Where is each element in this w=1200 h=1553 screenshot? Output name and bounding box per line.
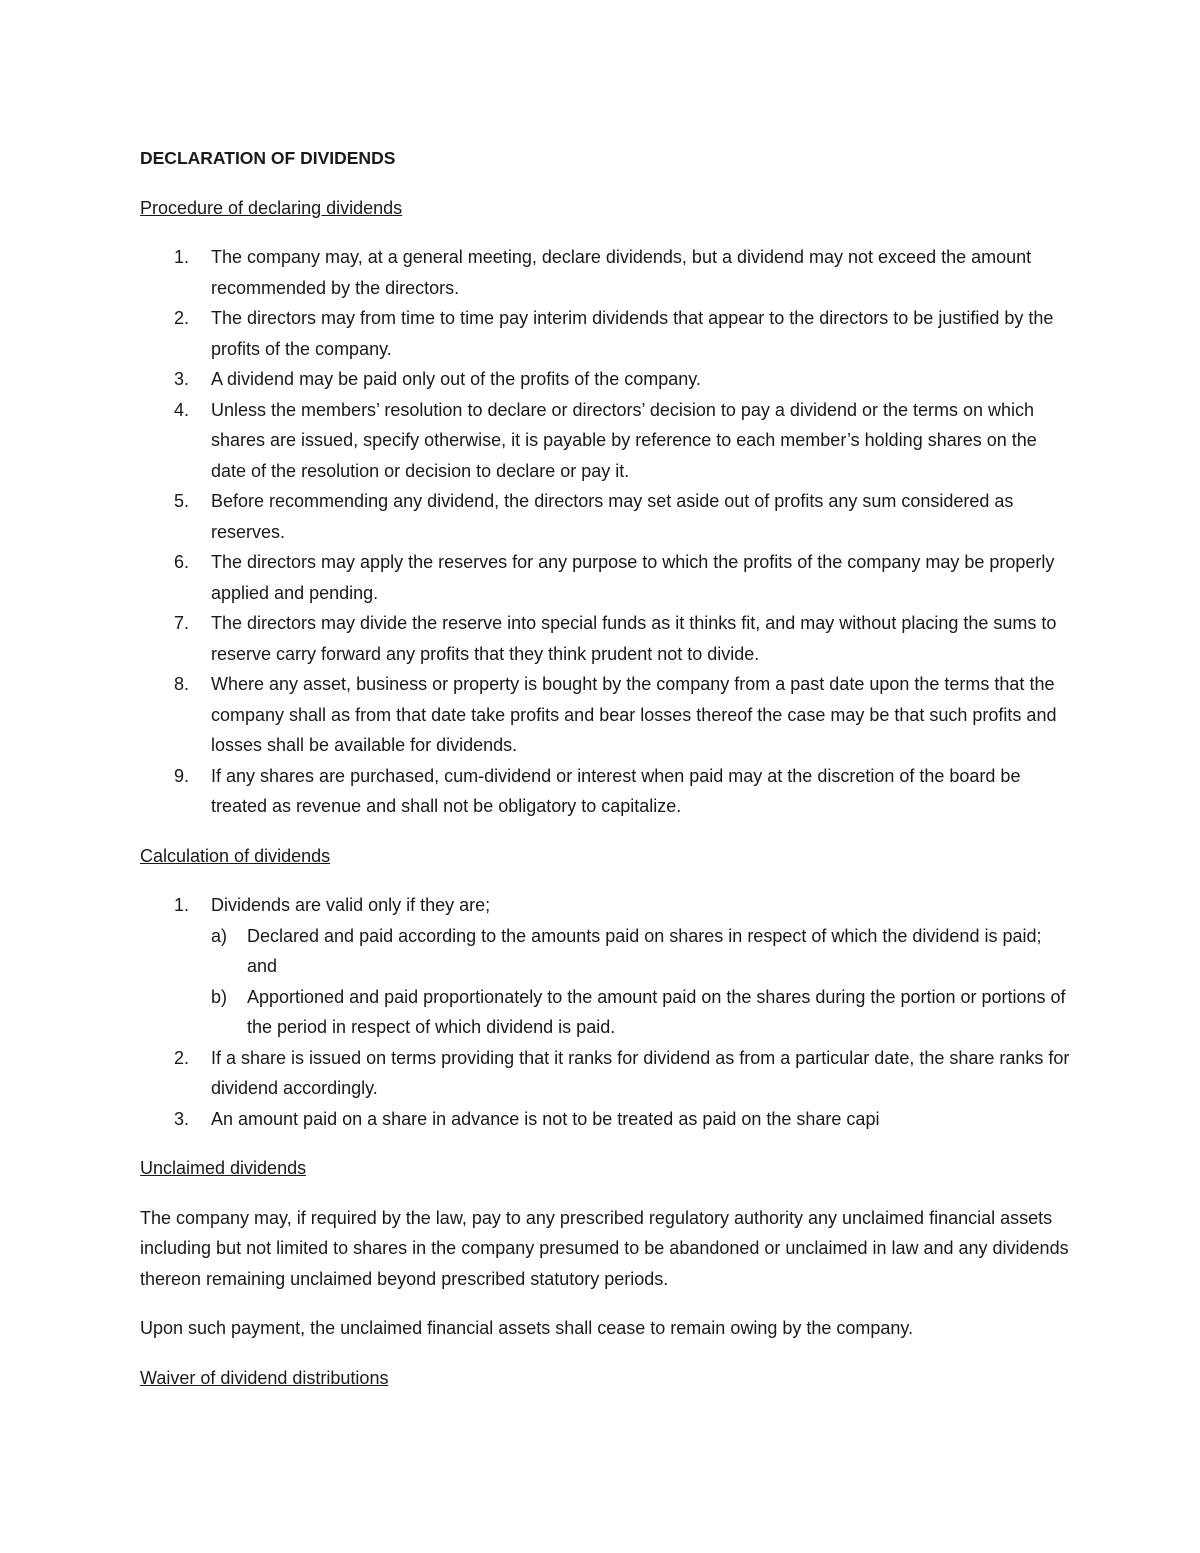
sub-list-item: [211, 982, 1070, 1043]
procedure-heading: Procedure of declaring dividends: [140, 197, 403, 218]
list-number: 2.: [174, 1047, 190, 1068]
sub-list: [211, 921, 1070, 1043]
list-number: 3.: [174, 1108, 190, 1129]
list-item: [140, 890, 1070, 1043]
list-item-text: If a share is issued on terms providing that it ranks for dividend as from a particular date, the share ranks for dividend accordingly.: [211, 1047, 1070, 1098]
document-title: DECLARATION OF DIVIDENDS: [140, 148, 396, 168]
list-item: [140, 669, 1070, 761]
list-item: [140, 761, 1070, 822]
calculation-heading: Calculation of dividends: [140, 845, 331, 866]
list-item: [140, 395, 1070, 487]
list-item-text: The directors may divide the reserve into special funds as it thinks fit, and may without placing the sums to reserve carry forward any profits that they think prudent not to divide.: [211, 613, 1057, 664]
list-number: 7.: [174, 613, 190, 633]
list-item: [140, 547, 1070, 608]
list-number: 8.: [174, 674, 190, 694]
list-number: 6.: [174, 552, 190, 572]
unclaimed-heading: Unclaimed dividends: [140, 1158, 307, 1178]
list-item-text: The directors may apply the reserves for any purpose to which the profits of the company may be properly applied and pending.: [211, 552, 1055, 603]
list-number: 5.: [174, 491, 190, 511]
list-item-text: Dividends are valid only if they are;: [211, 895, 491, 915]
list-item-text: The company may, at a general meeting, declare dividends, but a dividend may not exceed the amount recommended by the directors.: [211, 247, 1032, 298]
list-number: 2.: [174, 308, 190, 328]
list-number: 1.: [174, 895, 190, 915]
list-item: [140, 1104, 1070, 1135]
sub-list-mark: b): [211, 986, 228, 1007]
list-item-text: Before recommending any dividend, the directors may set aside out of profits any sum considered as reserves.: [211, 491, 1014, 542]
document-page: [140, 143, 1070, 1412]
list-item-text: Unless the members’ resolution to declare or directors’ decision to pay a dividend or the terms on which shares are issued, specify otherwise, it is payable by reference to each member’s holding shares on the date of the resolution or decision to declare or pay it.: [211, 399, 1037, 481]
calculation-list: [140, 890, 1070, 1134]
procedure-list: [140, 242, 1070, 822]
waiver-heading: Waiver of dividend distributions: [140, 1367, 389, 1388]
list-item-text: The directors may from time to time pay interim dividends that appear to the directors to be justified by the profits of the company.: [211, 308, 1054, 359]
sub-list-item-text: Apportioned and paid proportionately to the amount paid on the shares during the portion or portions of the period in respect of which dividend is paid.: [247, 986, 1066, 1037]
list-item: [140, 303, 1070, 364]
list-number: 4.: [174, 399, 190, 420]
list-item: [140, 1043, 1070, 1104]
unclaimed-paragraph-2: Upon such payment, the unclaimed financial assets shall cease to remain owing by the company.: [140, 1318, 914, 1338]
list-number: 3.: [174, 369, 190, 389]
unclaimed-paragraph-1: The company may, if required by the law, pay to any prescribed regulatory authority any unclaimed financial assets including but not limited to shares in the company presumed to be abandoned or unclaimed in law and any dividends thereon remaining unclaimed beyond prescribed statutory periods.: [140, 1207, 1069, 1289]
list-item-text: Where any asset, business or property is bought by the company from a past date upon the terms that the company shall as from that date take profits and bear losses thereof the case may be that such profits and losses shall be available for dividends.: [211, 674, 1057, 755]
list-item-text: If any shares are purchased, cum-dividend or interest when paid may at the discretion of the board be treated as revenue and shall not be obligatory to capitalize.: [211, 765, 1021, 816]
sub-list-item-text: Declared and paid according to the amounts paid on shares in respect of which the dividend is paid; and: [247, 925, 1042, 976]
list-number: 9.: [174, 765, 190, 786]
list-item-text: A dividend may be paid only out of the profits of the company.: [211, 369, 701, 389]
list-item: [140, 608, 1070, 669]
sub-list-mark: a): [211, 925, 228, 946]
list-item: [140, 486, 1070, 547]
sub-list-item: [211, 921, 1070, 982]
list-item: [140, 364, 1070, 395]
list-number: 1.: [174, 247, 190, 267]
list-item: [140, 242, 1070, 303]
list-item-text: An amount paid on a share in advance is not to be treated as paid on the share capi: [211, 1108, 880, 1129]
